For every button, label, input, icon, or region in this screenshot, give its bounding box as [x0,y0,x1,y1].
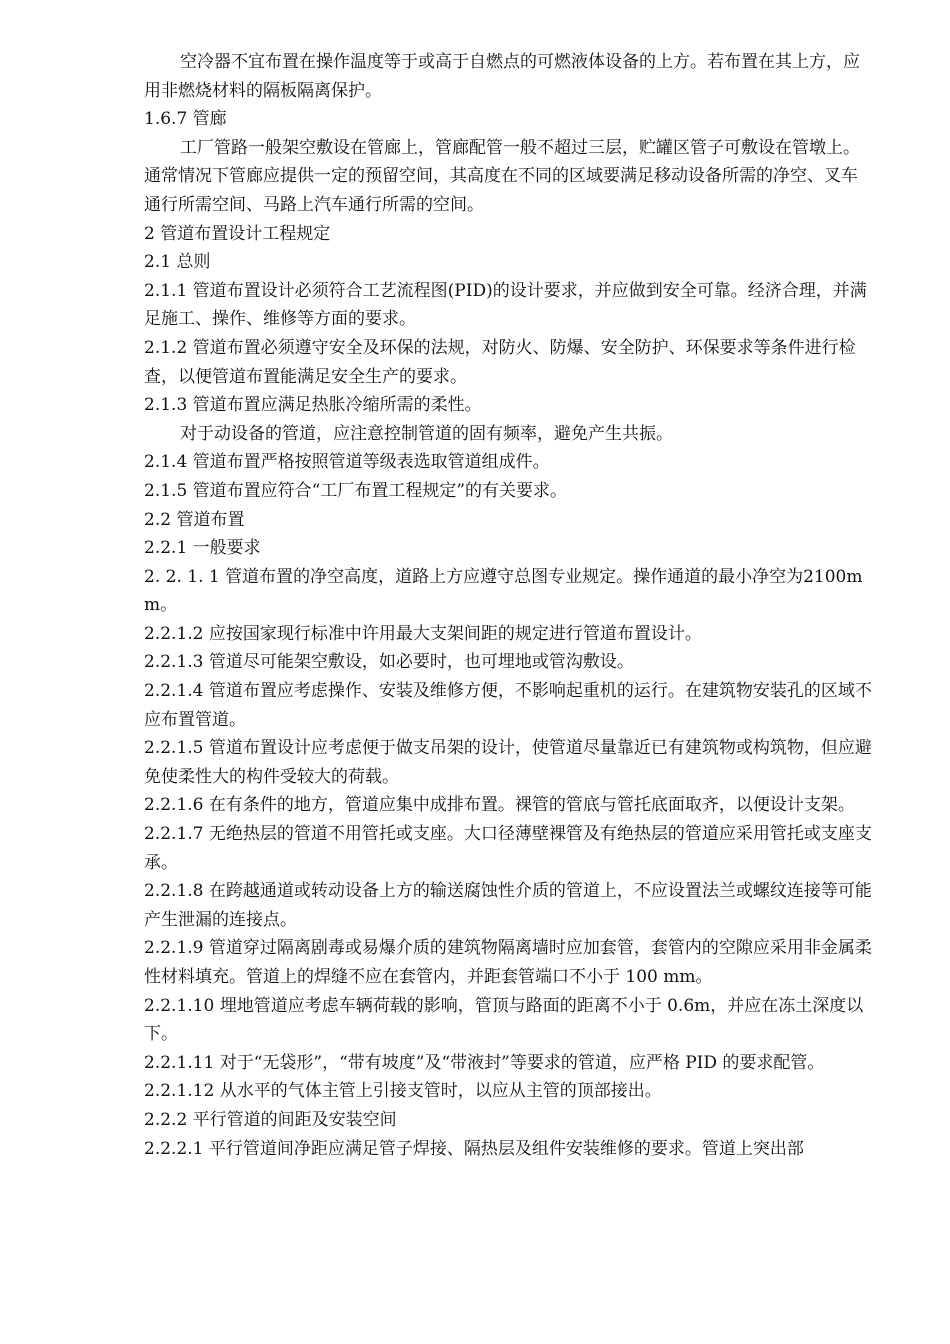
clause-2-2-1-2: 2.2.1.2 应按国家现行标准中许用最大支架间距的规定进行管道布置设计。 [144,623,702,644]
paragraph-aircooler: 空冷器不宜布置在操作温度等于或高于自燃点的可燃液体设备的上方。若布置在其上方，应用非燃烧材料的隔板隔离保护。 [144,52,860,101]
heading-2-2-1: 2.2.1 一般要求 [144,538,261,559]
clause-2-1-5: 2.1.5 管道布置应符合“工厂布置工程规定”的有关要求。 [144,480,568,501]
clause-2-2-1-1: 2. 2. 1. 1 管道布置的净空高度，道路上方应遵守总图专业规定。操作通道的最小净空为2100mm。 [144,566,863,616]
clause-2-2-1-5: 2.2.1.5 管道布置设计应考虑便于做支吊架的设计，使管道尽量靠近已有建筑物或构筑物，但应避免使柔性大的构件受较大的荷载。 [144,738,872,787]
clause-2-2-1-7: 2.2.1.7 无绝热层的管道不用管托或支座。大口径薄壁裸管及有绝热层的管道应采用管托或支座支承。 [144,824,872,873]
clause-2-2-1-9: 2.2.1.9 管道穿过隔离剧毒或易爆介质的建筑物隔离墙时应加套管，套管内的空隙应采用非金属柔性材料填充。管道上的焊缝不应在套管内，并距套管端口不小于 100 mm。 [144,938,872,987]
clause-2-2-1-10: 2.2.1.10 埋地管道应考虑车辆荷载的影响，管顶与路面的距离不小于 0.6m，并应在冻土深度以下。 [144,995,864,1045]
heading-2-2-2: 2.2.2 平行管道的间距及安装空间 [144,1109,397,1130]
document-page [144,48,874,1163]
paragraph-pipe-rack: 工厂管路一般架空敷设在管廊上，管廊配管一般不超过三层，贮罐区管子可敷设在管墩上。通常情况下管廊应提供一定的预留空间，其高度在不同的区域要满足移动设备所需的净空、叉车通行所需空间、马路上汽车通行所需的空间。 [144,137,860,215]
heading-2-1: 2.1 总则 [144,252,211,273]
paragraph-rotating-equipment: 对于动设备的管道，应注意控制管道的固有频率，避免产生共振。 [180,423,673,444]
clause-2-2-1-8: 2.2.1.8 在跨越通道或转动设备上方的输送腐蚀性介质的管道上，不应设置法兰或螺纹连接等可能产生泄漏的连接点。 [144,881,872,930]
clause-2-1-2: 2.1.2 管道布置必须遵守安全及环保的法规，对防火、防爆、安全防护、环保要求等条件进行检查，以便管道布置能满足安全生产的要求。 [144,337,856,387]
heading-2: 2 管道布置设计工程规定 [144,223,331,244]
clause-2-2-1-6: 2.2.1.6 在有条件的地方，管道应集中成排布置。裸管的管底与管托底面取齐，以便设计支架。 [144,795,855,816]
clause-2-1-1: 2.1.1 管道布置设计必须符合工艺流程图(PID)的设计要求，并应做到安全可靠。经济合理，并满足施工、操作、维修等方面的要求。 [144,280,867,330]
clause-2-2-1-4: 2.2.1.4 管道布置应考虑操作、安装及维修方便，不影响起重机的运行。在建筑物安装孔的区域不应布置管道。 [144,681,872,730]
heading-2-2: 2.2 管道布置 [144,509,245,530]
clause-2-2-2-1: 2.2.2.1 平行管道间净距应满足管子焊接、隔热层及组件安装维修的要求。管道上突出部 [144,1138,804,1159]
clause-2-2-1-3: 2.2.1.3 管道尽可能架空敷设，如必要时，也可埋地或管沟敷设。 [144,652,634,673]
clause-2-2-1-11: 2.2.1.11 对于“无袋形”，“带有坡度”及“带液封”等要求的管道，应严格 PID 的要求配管。 [144,1052,825,1073]
clause-2-2-1-12: 2.2.1.12 从水平的气体主管上引接支管时，以应从主管的顶部接出。 [144,1081,662,1102]
clause-2-1-3: 2.1.3 管道布置应满足热胀冷缩所需的柔性。 [144,395,482,416]
clause-2-1-4: 2.1.4 管道布置严格按照管道等级表选取管道组成件。 [144,452,550,473]
heading-1-6-7: 1.6.7 管廊 [144,109,227,130]
